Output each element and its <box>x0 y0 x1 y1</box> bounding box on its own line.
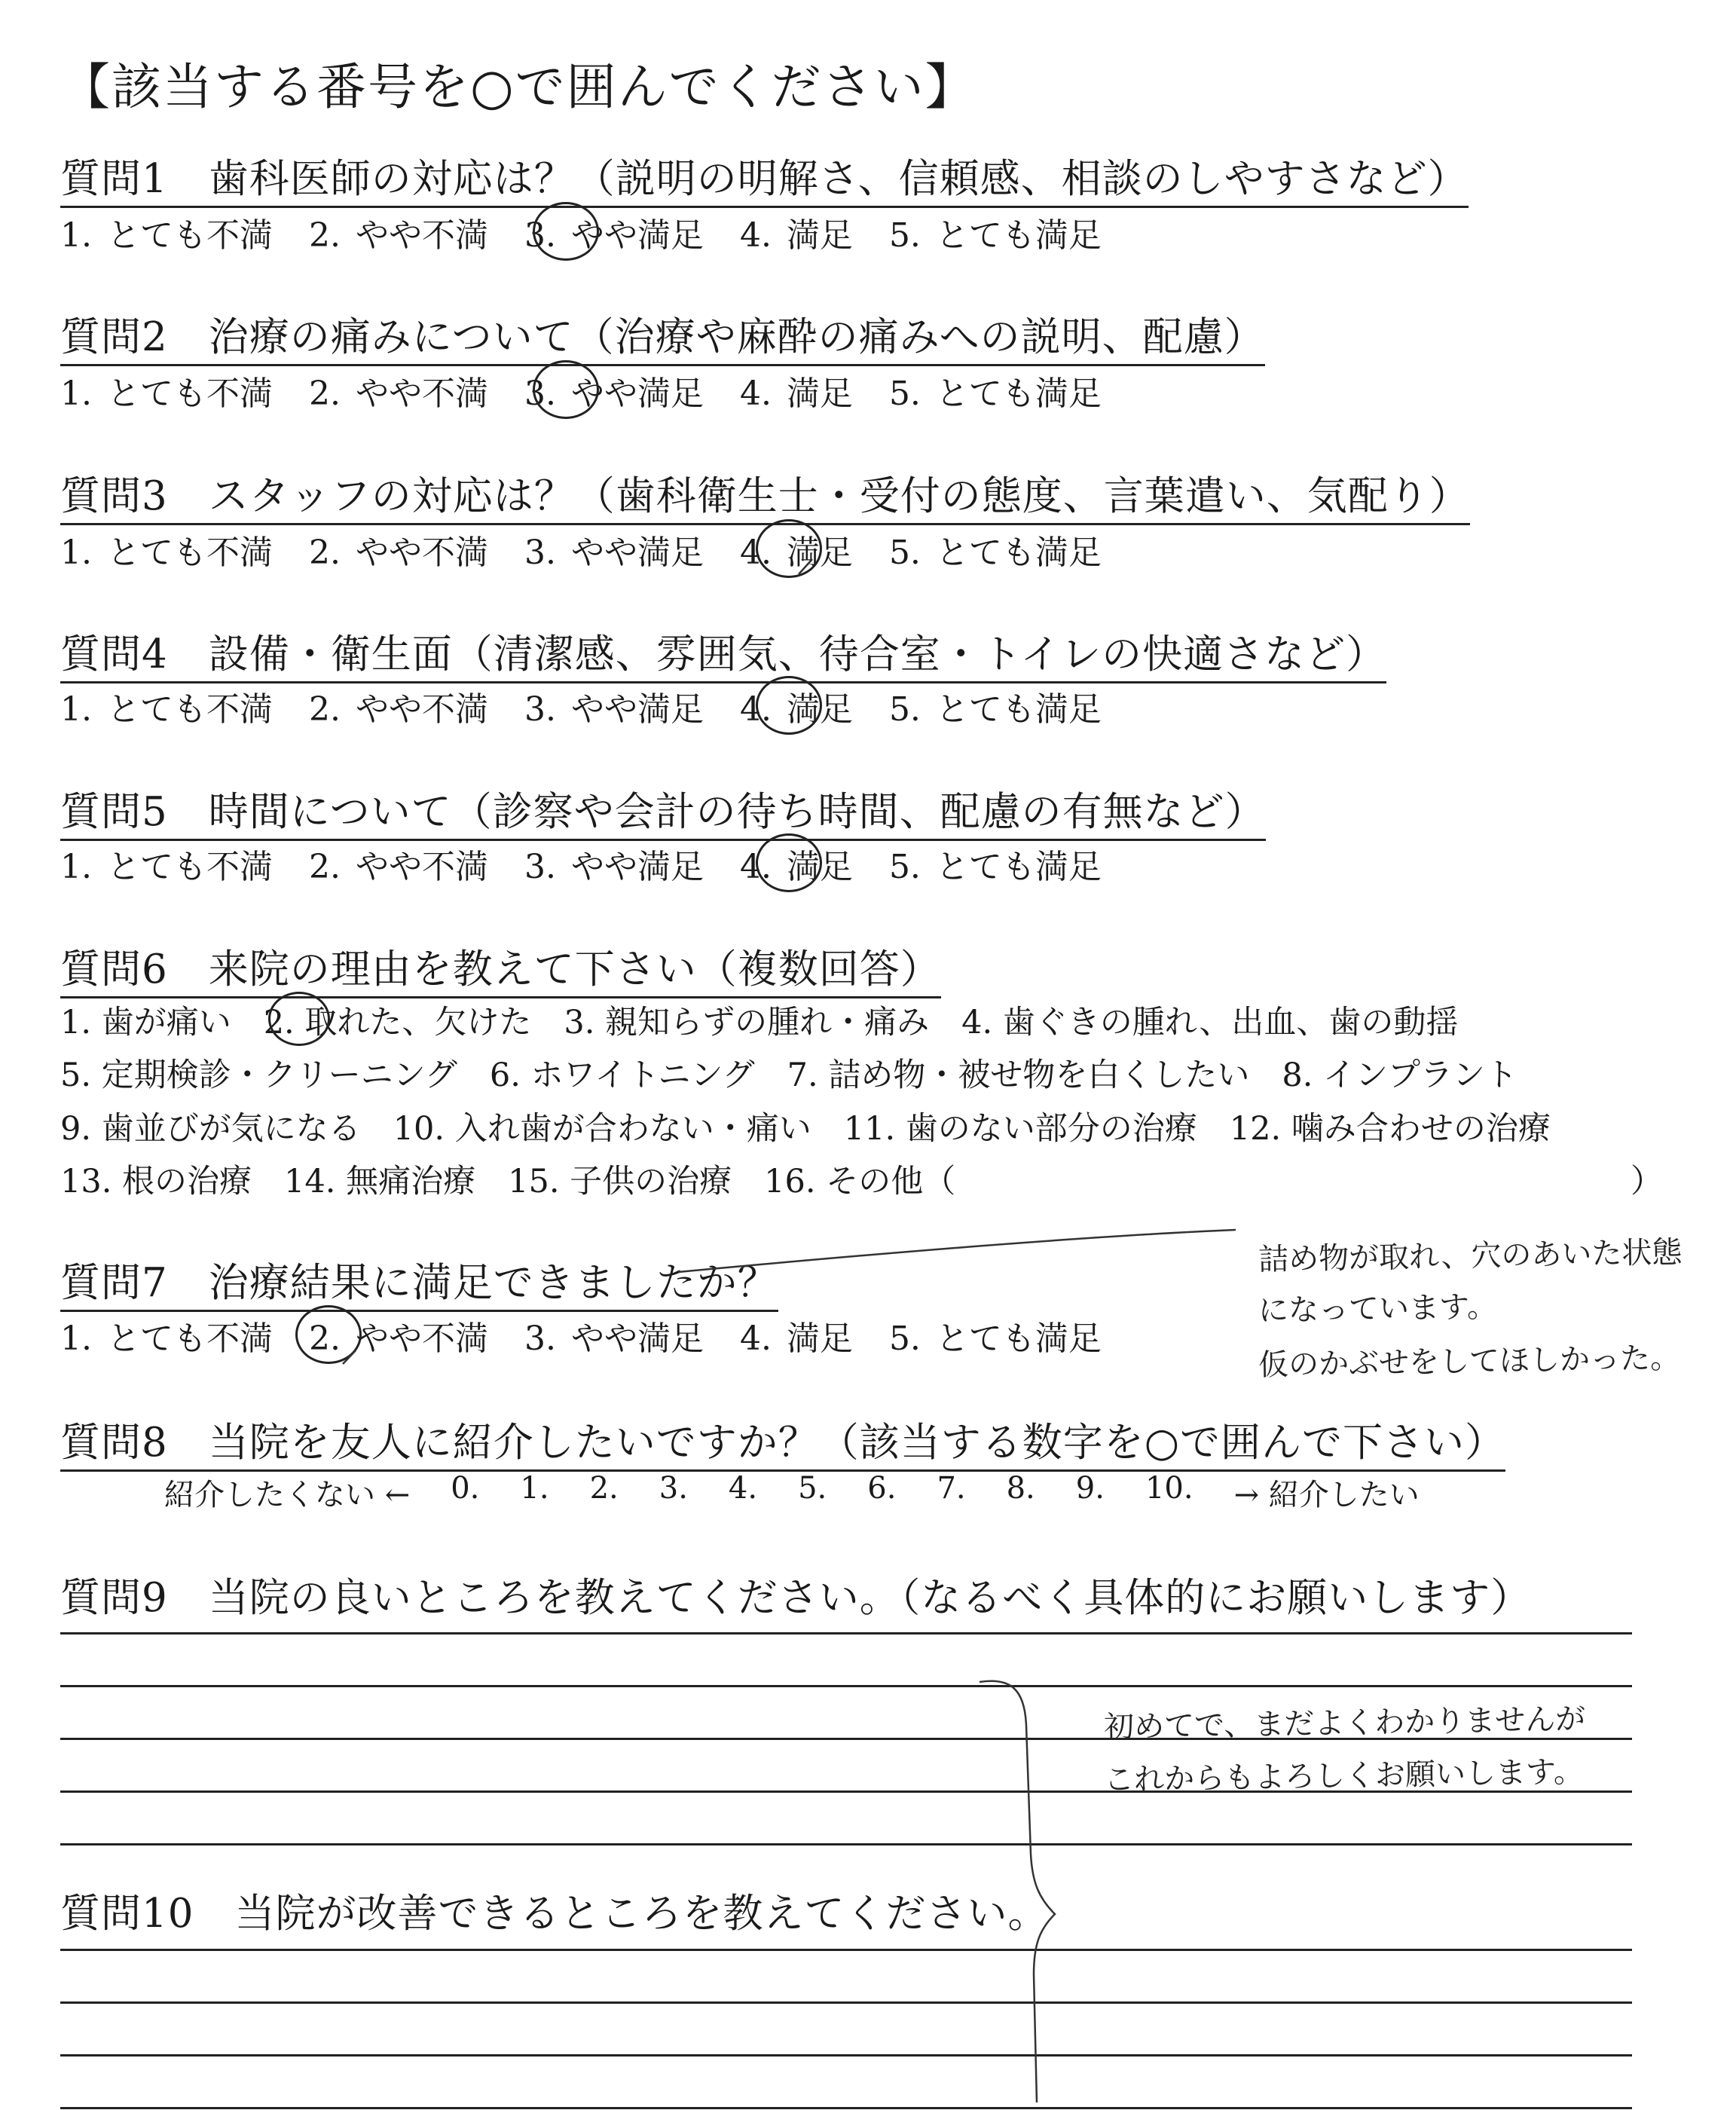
question-1-title: 質問1 歯科医師の対応は？（説明の明解さ、信頼感、相談のしやすさなど） <box>60 147 1469 208</box>
option[interactable]: 1. とても不満 <box>60 216 273 255</box>
question-6-title: 質問6 来院の理由を教えて下さい（複数回答） <box>60 937 941 998</box>
scale-option[interactable]: 7. <box>937 1471 966 1506</box>
option[interactable]: 2. やや不満 <box>308 216 488 255</box>
question-7-title: 質問7 治療結果に満足できましたか？ <box>60 1251 778 1312</box>
option[interactable]: 3. やや満足 <box>524 1320 704 1358</box>
option[interactable]: 4. 満足 <box>739 375 853 413</box>
pen-tick <box>343 1350 356 1364</box>
scale-option[interactable]: 4. <box>728 1471 758 1506</box>
option[interactable]: 1. とても不満 <box>60 375 273 413</box>
option[interactable]: 2. やや不満 <box>308 690 488 729</box>
question-3-title: 質問3 スタッフの対応は？（歯科衛生士・受付の態度、言葉遣い、気配り） <box>60 464 1470 525</box>
option[interactable]: 1. とても不満 <box>60 534 273 572</box>
option[interactable]: 2. やや不満 <box>308 534 488 572</box>
question-6-row-4[interactable]: 13. 根の治療 14. 無痛治療 15. 子供の治療 16. その他（ <box>60 1163 956 1200</box>
q7-handwritten-line-1: 詰め物が取れ、穴のあいた状態 <box>1258 1235 1683 1277</box>
q7-handwritten-line-2: になっています。 <box>1258 1289 1498 1329</box>
option[interactable]: 1. とても不満 <box>60 690 273 729</box>
option[interactable]: 3. やや満足 <box>524 690 704 729</box>
option[interactable]: 5. とても満足 <box>888 534 1102 572</box>
pen-tick <box>799 559 812 574</box>
scale-option[interactable]: 1. <box>520 1471 549 1506</box>
scale-option[interactable]: 2. <box>589 1471 619 1506</box>
question-9-title: 質問9 当院の良いところを教えてください。（なるべく具体的にお願いします） <box>60 1575 1532 1621</box>
question-8-title: 質問8 当院を友人に紹介したいですか？（該当する数字を○で囲んで下さい） <box>60 1411 1505 1472</box>
question-10-title: 質問10 当院が改善できるところを教えてください。 <box>60 1891 1049 1937</box>
option[interactable]: 3. やや満足 <box>524 534 704 572</box>
q9-handwritten-line-1: 初めてで、まだよくわかりませんが <box>1103 1702 1586 1745</box>
question-5-title: 質問5 時間について（診察や会計の待ち時間、配慮の有無など） <box>60 780 1266 841</box>
question-4-title: 質問4 設備・衛生面（清潔感、雰囲気、待合室・トイレの快適さなど） <box>60 622 1386 683</box>
option[interactable]: 3. やや満足 <box>524 375 704 413</box>
option[interactable]: 5. とても満足 <box>888 848 1102 886</box>
option[interactable]: 5. とても満足 <box>888 375 1102 413</box>
option[interactable]: 4. 満足 <box>739 534 853 572</box>
option[interactable]: 5. とても満足 <box>888 690 1102 729</box>
question-6-row-2[interactable]: 5. 定期検診・クリーニング 6. ホワイトニング 7. 詰め物・被せ物を白くしたい 8. インプラント <box>60 1057 1518 1094</box>
scale-option[interactable]: 3. <box>659 1471 688 1506</box>
form-header: 【該当する番号を○で囲んでください】 <box>60 58 976 116</box>
option[interactable]: 5. とても満足 <box>888 1320 1102 1358</box>
scale-option[interactable]: 9. <box>1075 1471 1105 1506</box>
scale-left-label: 紹介したくない ← <box>164 1478 411 1512</box>
option[interactable]: 4. 満足 <box>739 1320 853 1358</box>
option[interactable]: 4. 満足 <box>739 690 853 729</box>
scale-right-label: → 紹介したい <box>1233 1478 1420 1512</box>
option[interactable]: 4. 満足 <box>739 216 853 255</box>
scale-option[interactable]: 10. <box>1145 1471 1194 1506</box>
option[interactable]: 1. とても不満 <box>60 1320 273 1358</box>
other-close-paren: ） <box>1631 1163 1663 1200</box>
option[interactable]: 3. やや満足 <box>524 848 704 886</box>
question-2-title: 質問2 治療の痛みについて（治療や麻酔の痛みへの説明、配慮） <box>60 305 1265 366</box>
option[interactable]: 4. 満足 <box>739 848 853 886</box>
bracket-stroke <box>980 1681 1055 2102</box>
question-6-row-1[interactable]: 1. 歯が痛い 2. 取れた、欠けた 3. 親知らずの腫れ・痛み 4. 歯ぐきの腫れ、出血、歯の動揺 <box>60 1004 1459 1041</box>
option[interactable]: 1. とても不満 <box>60 848 273 886</box>
pen-stroke-q7 <box>678 1230 1236 1272</box>
option[interactable]: 2. やや不満 <box>308 375 488 413</box>
option[interactable]: 2. やや不満 <box>308 1320 488 1358</box>
scale-option[interactable]: 8. <box>1006 1471 1035 1506</box>
option[interactable]: 3. やや満足 <box>524 216 704 255</box>
scale-option[interactable]: 5. <box>798 1471 827 1506</box>
option[interactable]: 5. とても満足 <box>888 216 1102 255</box>
option[interactable]: 2. やや不満 <box>308 848 488 886</box>
scale-option[interactable]: 0. <box>451 1471 480 1506</box>
question-6-row-3[interactable]: 9. 歯並びが気になる 10. 入れ歯が合わない・痛い 11. 歯のない部分の治療 12. 噛み合わせの治療 <box>60 1110 1551 1148</box>
q7-handwritten-line-3: 仮のかぶせをしてほしかった。 <box>1258 1341 1681 1383</box>
scale-option[interactable]: 6. <box>867 1471 897 1506</box>
q9-handwritten-line-2: これからもよろしくお願いします。 <box>1103 1754 1585 1798</box>
